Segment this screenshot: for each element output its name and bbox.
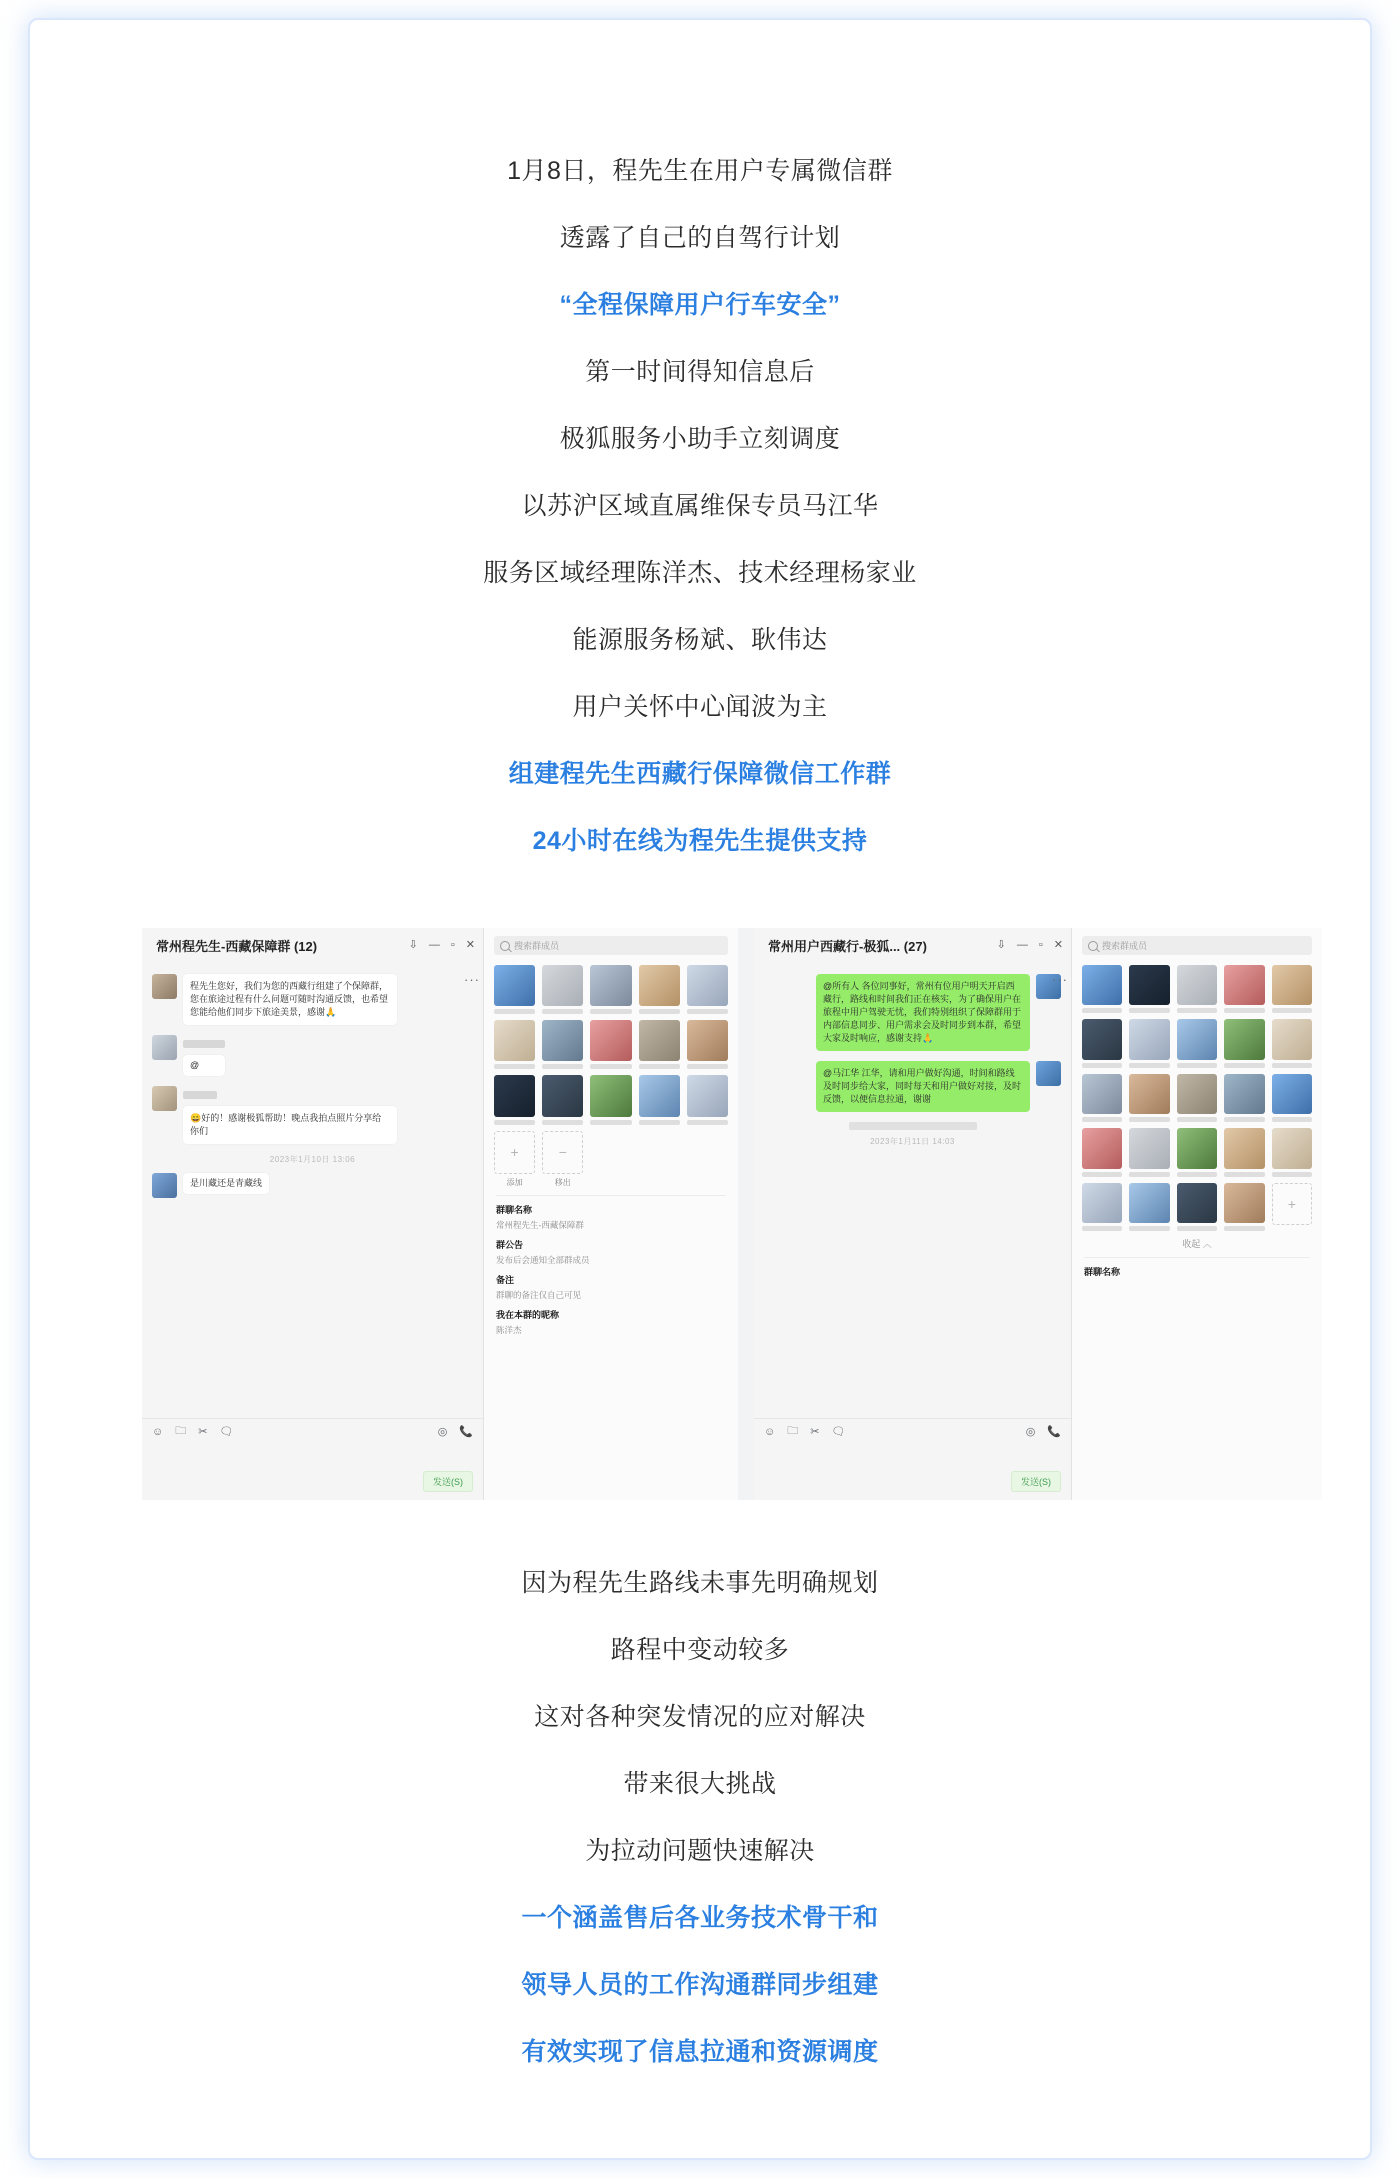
- article-line: 第一时间得知信息后: [585, 358, 815, 386]
- member-avatar[interactable]: [1224, 1074, 1264, 1114]
- titlebar-right: [754, 928, 1071, 962]
- message-list-right: [754, 962, 1071, 1214]
- member-avatar[interactable]: [1082, 1019, 1122, 1059]
- group-title-left: 常州程先生-西藏保障群 (12): [156, 938, 318, 954]
- avatar[interactable]: [1036, 1061, 1061, 1086]
- member-cell[interactable]: [1177, 1074, 1217, 1122]
- member-cell[interactable]: [1272, 965, 1312, 1013]
- emoji-icon[interactable]: ☺: [764, 1425, 776, 1438]
- field-key: 群聊名称: [1084, 1267, 1121, 1278]
- member-avatar[interactable]: [1177, 1019, 1217, 1059]
- member-cell[interactable]: [1224, 1128, 1264, 1176]
- member-cell[interactable]: [494, 1075, 535, 1124]
- member-name-redacted: [1129, 1226, 1169, 1231]
- chat-history-icon[interactable]: 🗨: [219, 1426, 234, 1438]
- member-avatar[interactable]: [590, 965, 631, 1006]
- member-name-redacted: [639, 1064, 680, 1069]
- member-name-redacted: [590, 1064, 631, 1069]
- message-item: [152, 1035, 473, 1076]
- member-name-redacted: [687, 1064, 728, 1069]
- member-name-redacted: [542, 1120, 583, 1125]
- pin-icon[interactable]: ⇩: [408, 938, 418, 951]
- field-group-name[interactable]: [484, 1196, 738, 1231]
- message-list-left: [142, 962, 483, 1214]
- more-options-right[interactable]: ···: [1052, 972, 1068, 987]
- close-icon[interactable]: ✕: [465, 938, 475, 951]
- voice-call-icon[interactable]: 📞: [1047, 1426, 1061, 1438]
- member-avatar[interactable]: [1272, 1074, 1312, 1114]
- message-bubble: @所有人 各位同事好，常州有位用户明天开启西藏行，路线和时间我们正在核实，为了确保用户在旅程中用户驾驶无忧，我们特别组织了保障群用于内部信息同步、用户需求会及时同步到本群，希望大家及时响应，感谢支持🙏: [816, 974, 1030, 1051]
- member-name-redacted: [1224, 1117, 1264, 1122]
- member-avatar[interactable]: [639, 965, 680, 1006]
- article-line-emphasis: 组建程先生西藏行保障微信工作群: [508, 760, 892, 788]
- field-key: 备注: [496, 1274, 515, 1285]
- avatar[interactable]: [152, 1173, 177, 1198]
- member-avatar[interactable]: [639, 1020, 680, 1061]
- sender-name-redacted: [183, 1091, 217, 1099]
- member-avatar[interactable]: [1177, 1074, 1217, 1114]
- member-cell[interactable]: [1129, 1183, 1169, 1231]
- member-cell[interactable]: [1272, 1128, 1312, 1176]
- member-name-redacted: [1177, 1117, 1217, 1122]
- redacted-message: [849, 1122, 977, 1130]
- article-line: 路程中变动较多: [610, 1636, 790, 1664]
- message-timestamp: 2023年1月10日 13:06: [269, 1155, 356, 1164]
- article-line: 服务区域经理陈洋杰、技术经理杨家业: [483, 559, 917, 587]
- member-avatar[interactable]: [687, 1020, 728, 1061]
- add-member-button[interactable]: [1272, 1183, 1312, 1231]
- article-content: [30, 20, 1370, 2158]
- member-name-redacted: [590, 1120, 631, 1125]
- maximize-icon[interactable]: ▫: [450, 938, 455, 951]
- send-button-right[interactable]: 发送(S): [1011, 1471, 1061, 1492]
- member-avatar[interactable]: [687, 965, 728, 1006]
- member-name-redacted: [1177, 1063, 1217, 1068]
- top-text-block: [30, 138, 1370, 875]
- member-avatar[interactable]: [1272, 1019, 1312, 1059]
- member-name-redacted: [1272, 1063, 1312, 1068]
- member-avatar[interactable]: [1129, 965, 1169, 1005]
- member-cell[interactable]: [639, 965, 680, 1014]
- member-name-redacted: [494, 1009, 535, 1014]
- article-line: 带来很大挑战: [623, 1770, 777, 1798]
- member-cell[interactable]: [639, 1020, 680, 1069]
- chat-column-right: [754, 928, 1072, 1500]
- field-value: 群聊的备注仅自己可见: [496, 1289, 582, 1300]
- member-name-redacted: [687, 1009, 728, 1014]
- chat-column-left: [142, 928, 484, 1500]
- maximize-icon[interactable]: ▫: [1038, 938, 1043, 951]
- field-key: 群聊名称: [496, 1204, 533, 1215]
- member-cell[interactable]: [542, 965, 583, 1014]
- page-frame: [28, 18, 1372, 2160]
- member-search-right[interactable]: [1082, 936, 1312, 955]
- search-icon: [500, 941, 510, 951]
- minimize-icon[interactable]: —: [428, 938, 440, 951]
- article-line: 能源服务杨斌、耿伟达: [572, 626, 828, 654]
- article-line: 为拉动问题快速解决: [585, 1837, 815, 1865]
- pin-icon[interactable]: ⇩: [996, 938, 1006, 951]
- member-cell[interactable]: [1272, 1074, 1312, 1122]
- article-line: 透露了自己的自驾行计划: [559, 224, 841, 252]
- remove-member-button[interactable]: [542, 1131, 583, 1188]
- member-cell[interactable]: [1082, 1128, 1122, 1176]
- member-name-redacted: [1177, 1008, 1217, 1013]
- member-cell[interactable]: [590, 1020, 631, 1069]
- member-cell[interactable]: [1177, 1183, 1217, 1231]
- member-cell[interactable]: [1129, 965, 1169, 1013]
- search-icon: [1088, 941, 1098, 951]
- message-bubble: 程先生您好，我们为您的西藏行组建了个保障群，您在旅途过程有什么问题可随时沟通反馈，也希望您能给他们同步下旅途美景，感谢🙏: [183, 974, 397, 1025]
- member-cell[interactable]: [1224, 1074, 1264, 1122]
- more-options-left[interactable]: ···: [464, 972, 480, 987]
- member-name-redacted: [1082, 1226, 1122, 1231]
- member-name-redacted: [590, 1009, 631, 1014]
- member-cell[interactable]: [1177, 965, 1217, 1013]
- member-search-placeholder: 搜索群成员: [1102, 941, 1148, 951]
- member-cell[interactable]: [1082, 965, 1122, 1013]
- member-cell[interactable]: [1224, 1019, 1264, 1067]
- field-group-announcement[interactable]: [484, 1231, 738, 1266]
- member-avatar[interactable]: [1272, 1128, 1312, 1168]
- member-name-redacted: [1224, 1008, 1264, 1013]
- member-cell[interactable]: [1082, 1074, 1122, 1122]
- field-value: 常州程先生-西藏保障群: [496, 1219, 584, 1230]
- member-cell[interactable]: [639, 1075, 680, 1124]
- message-bubble: 😄好的！感谢极狐帮助！晚点我拍点照片分享给你们: [183, 1106, 397, 1144]
- remove-member-label: 移出: [554, 1177, 571, 1187]
- wechat-window-left: [142, 928, 738, 1500]
- plus-icon[interactable]: [494, 1131, 535, 1174]
- member-avatar[interactable]: [1129, 1183, 1169, 1223]
- emoji-icon[interactable]: ☺: [152, 1425, 164, 1438]
- member-name-redacted: [494, 1120, 535, 1125]
- member-avatar[interactable]: [494, 1075, 535, 1116]
- titlebar-left: [142, 928, 483, 962]
- article-line-emphasis: 一个涵盖售后各业务技术骨干和: [521, 1904, 879, 1932]
- member-cell[interactable]: [1129, 1074, 1169, 1122]
- article-line-emphasis: 有效实现了信息拉通和资源调度: [521, 2038, 879, 2066]
- member-avatar[interactable]: [494, 1020, 535, 1061]
- message-item: [764, 974, 1061, 1051]
- member-name-redacted: [1129, 1172, 1169, 1177]
- member-cell[interactable]: [1272, 1019, 1312, 1067]
- window-controls-left[interactable]: [409, 940, 475, 951]
- add-member-label: 添加: [506, 1177, 523, 1187]
- member-avatar[interactable]: [1082, 1128, 1122, 1168]
- message-input-right[interactable]: [754, 1444, 1071, 1500]
- bottom-text-block: [30, 1550, 1370, 2086]
- chat-toolbar-right[interactable]: [754, 1418, 1071, 1444]
- avatar[interactable]: [152, 1086, 177, 1111]
- member-name-redacted: [1129, 1117, 1169, 1122]
- member-cell[interactable]: [1129, 1128, 1169, 1176]
- chat-history-icon[interactable]: 🗨: [831, 1426, 846, 1438]
- member-name-redacted: [687, 1120, 728, 1125]
- member-name-redacted: [1129, 1008, 1169, 1013]
- member-cell[interactable]: [590, 1075, 631, 1124]
- article-line: 极狐服务小助手立刻调度: [559, 425, 841, 453]
- group-title-right: 常州用户西藏行-极狐... (27): [768, 938, 927, 954]
- minus-icon[interactable]: [542, 1131, 583, 1174]
- member-grid-right: [1072, 959, 1322, 1231]
- member-grid-left: [484, 959, 738, 1188]
- message-item: [764, 1061, 1061, 1112]
- field-group-name-right[interactable]: [1072, 1258, 1322, 1278]
- member-avatar[interactable]: [1082, 1074, 1122, 1114]
- member-name-redacted: [639, 1009, 680, 1014]
- member-cell[interactable]: [1129, 1019, 1169, 1067]
- member-avatar[interactable]: [1177, 1183, 1217, 1223]
- article-line-emphasis: 领导人员的工作沟通群同步组建: [521, 1971, 879, 1999]
- message-bubble: @: [183, 1055, 225, 1076]
- member-name-redacted: [1082, 1117, 1122, 1122]
- article-line-emphasis: “全程保障用户行车安全”: [559, 291, 841, 319]
- member-cell[interactable]: [542, 1075, 583, 1124]
- avatar[interactable]: [152, 974, 177, 999]
- wechat-window-right: [754, 928, 1322, 1500]
- field-group-remark[interactable]: [484, 1266, 738, 1301]
- member-panel-right: [1072, 928, 1322, 1500]
- member-name-redacted: [542, 1009, 583, 1014]
- member-name-redacted: [1082, 1063, 1122, 1068]
- plus-icon[interactable]: [1272, 1183, 1312, 1225]
- folder-icon[interactable]: 🗀: [787, 1425, 799, 1437]
- member-avatar[interactable]: [590, 1075, 631, 1116]
- member-name-redacted: [1082, 1172, 1122, 1177]
- member-avatar[interactable]: [1082, 965, 1122, 1005]
- article-line: 因为程先生路线未事先明确规划: [521, 1569, 879, 1597]
- member-cell[interactable]: [1177, 1019, 1217, 1067]
- member-cell[interactable]: [494, 1020, 535, 1069]
- scissors-icon[interactable]: ✂: [198, 1426, 208, 1438]
- field-key: 群公告: [496, 1239, 524, 1250]
- member-avatar[interactable]: [1082, 1183, 1122, 1223]
- message-item: [152, 974, 473, 1025]
- chevron-up-icon: ︿: [1202, 1239, 1212, 1250]
- minimize-icon[interactable]: —: [1016, 938, 1028, 951]
- add-member-button[interactable]: [494, 1131, 535, 1188]
- article-line: 以苏沪区域直属维保专员马江华: [521, 492, 879, 520]
- member-avatar[interactable]: [1272, 965, 1312, 1005]
- member-avatar[interactable]: [494, 965, 535, 1006]
- member-name-redacted: [1272, 1117, 1312, 1122]
- screenshot-icon[interactable]: ◎: [437, 1426, 448, 1438]
- member-avatar[interactable]: [1224, 1019, 1264, 1059]
- message-input-left[interactable]: [142, 1444, 483, 1500]
- member-avatar[interactable]: [687, 1075, 728, 1116]
- member-avatar[interactable]: [1224, 1183, 1264, 1223]
- member-panel-left: [484, 928, 738, 1500]
- field-group-nickname[interactable]: [484, 1301, 738, 1336]
- sender-name-redacted: [183, 1040, 225, 1048]
- member-avatar[interactable]: [590, 1020, 631, 1061]
- member-avatar[interactable]: [1224, 965, 1264, 1005]
- close-icon[interactable]: ✕: [1053, 938, 1063, 951]
- member-avatar[interactable]: [542, 1075, 583, 1116]
- member-cell[interactable]: [494, 965, 535, 1014]
- member-search-placeholder: 搜索群成员: [514, 941, 560, 951]
- member-name-redacted: [494, 1064, 535, 1069]
- message-item: [152, 1173, 473, 1198]
- article-line: 用户关怀中心闻波为主: [572, 693, 828, 721]
- member-avatar[interactable]: [1129, 1019, 1169, 1059]
- wechat-screenshot-image: [142, 928, 1322, 1500]
- member-cell[interactable]: [542, 1020, 583, 1069]
- send-button-left[interactable]: 发送(S): [423, 1471, 473, 1492]
- member-name-redacted: [1177, 1226, 1217, 1231]
- member-name-redacted: [1272, 1008, 1312, 1013]
- message-timestamp: 2023年1月11日 14:03: [870, 1137, 955, 1146]
- window-controls-right[interactable]: [997, 940, 1063, 951]
- scissors-icon[interactable]: ✂: [810, 1426, 820, 1438]
- screenshot-icon[interactable]: ◎: [1025, 1426, 1036, 1438]
- member-avatar[interactable]: [1177, 965, 1217, 1005]
- member-name-redacted: [1129, 1063, 1169, 1068]
- member-search-left[interactable]: [494, 936, 728, 955]
- member-cell[interactable]: [590, 965, 631, 1014]
- member-cell[interactable]: [1177, 1128, 1217, 1176]
- member-name-redacted: [542, 1064, 583, 1069]
- member-name-redacted: [1224, 1172, 1264, 1177]
- avatar[interactable]: [152, 1035, 177, 1060]
- member-avatar[interactable]: [1177, 1128, 1217, 1168]
- member-name-redacted: [1082, 1008, 1122, 1013]
- field-key: 我在本群的昵称: [496, 1309, 560, 1320]
- member-name-redacted: [1224, 1063, 1264, 1068]
- member-name-redacted: [1272, 1172, 1312, 1177]
- field-value: 发布后会通知全部群成员: [496, 1254, 590, 1265]
- member-cell[interactable]: [687, 1020, 728, 1069]
- article-line-emphasis: 24小时在线为程先生提供支持: [532, 827, 868, 855]
- member-cell[interactable]: [687, 965, 728, 1014]
- member-avatar[interactable]: [1129, 1128, 1169, 1168]
- member-avatar[interactable]: [1224, 1128, 1264, 1168]
- folder-icon[interactable]: 🗀: [175, 1425, 187, 1437]
- message-bubble: @马江华 江华，请和用户做好沟通，时间和路线及时同步给大家，同时每天和用户做好对接，及时反馈，以便信息拉通，谢谢: [816, 1061, 1030, 1112]
- collapse-members-button[interactable]: [1072, 1231, 1322, 1250]
- member-name-redacted: [1224, 1226, 1264, 1231]
- message-item: [152, 1086, 473, 1144]
- member-avatar[interactable]: [542, 965, 583, 1006]
- member-avatar[interactable]: [639, 1075, 680, 1116]
- member-cell[interactable]: [1224, 1183, 1264, 1231]
- member-cell[interactable]: [687, 1075, 728, 1124]
- message-bubble: 是川藏还是青藏线: [183, 1173, 269, 1194]
- member-cell[interactable]: [1082, 1183, 1122, 1231]
- member-avatar[interactable]: [1129, 1074, 1169, 1114]
- member-cell[interactable]: [1082, 1019, 1122, 1067]
- voice-call-icon[interactable]: 📞: [459, 1426, 473, 1438]
- field-value: 陈洋杰: [496, 1324, 522, 1335]
- member-name-redacted: [639, 1120, 680, 1125]
- member-name-redacted: [1177, 1172, 1217, 1177]
- article-line: 1月8日，程先生在用户专属微信群: [507, 157, 893, 185]
- article-line: 这对各种突发情况的应对解决: [534, 1703, 866, 1731]
- member-cell[interactable]: [1224, 965, 1264, 1013]
- collapse-label: 收起: [1182, 1239, 1201, 1250]
- chat-toolbar-left[interactable]: [142, 1418, 483, 1444]
- member-avatar[interactable]: [542, 1020, 583, 1061]
